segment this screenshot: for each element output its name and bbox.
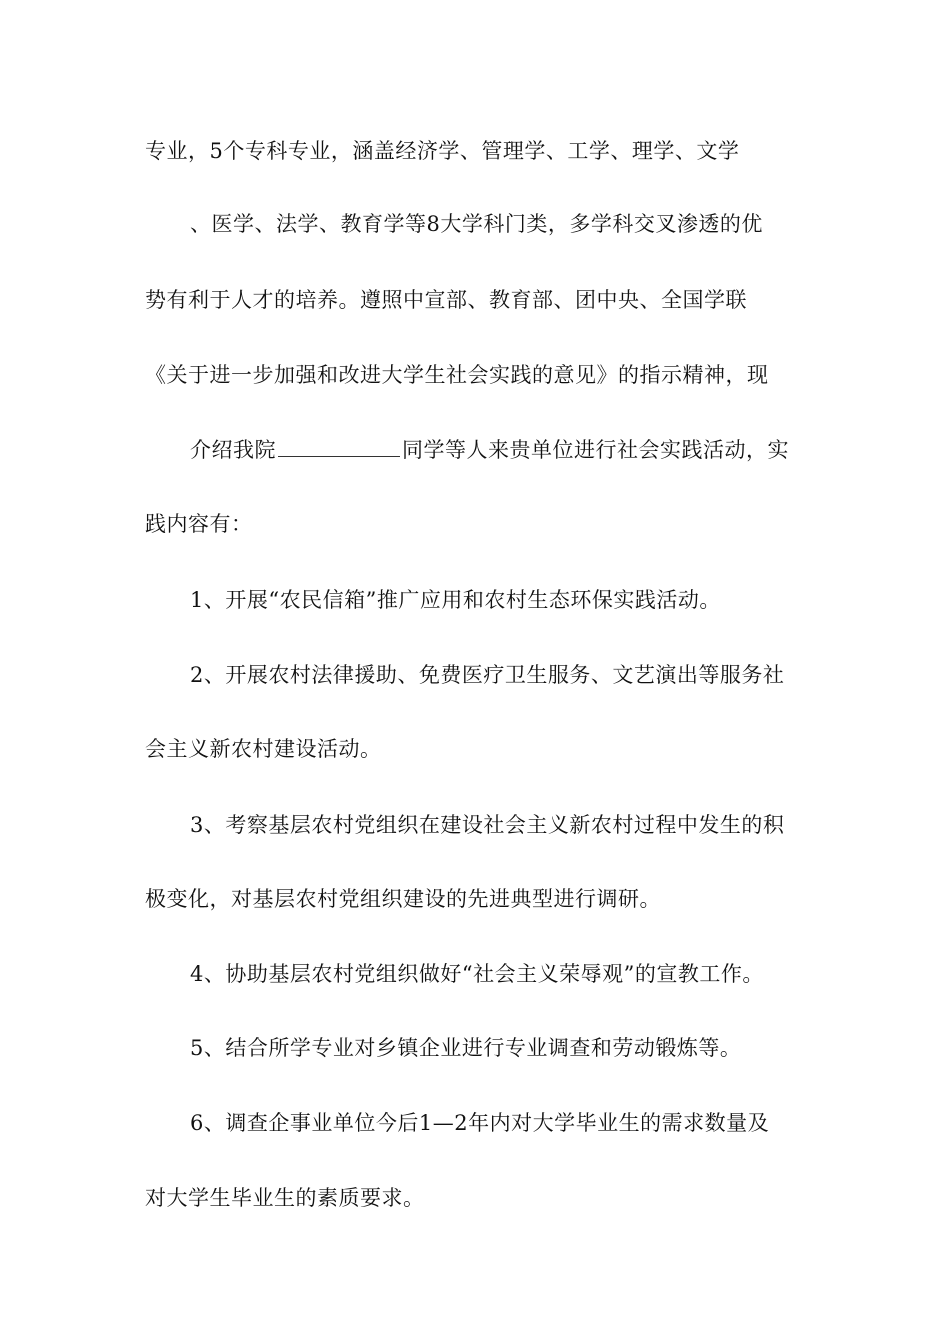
text-fragment: 介绍我院 — [190, 438, 276, 462]
list-item: 6、调查企事业单位今后1—2年内对大学毕业生的需求数量及 — [190, 1111, 770, 1135]
text-line: 势有利于人才的培养。遵照中宣部、教育部、团中央、全国学联 — [145, 288, 747, 312]
text-line: 、医学、法学、教育学等8大学科门类，多学科交叉渗透的优 — [190, 212, 763, 236]
text-line: 极变化，对基层农村党组织建设的先进典型进行调研。 — [145, 887, 661, 911]
text-line: 会主义新农村建设活动。 — [145, 737, 382, 761]
list-item: 3、考察基层农村党组织在建设社会主义新农村过程中发生的积 — [190, 813, 785, 837]
text-line: 专业，5个专科专业，涵盖经济学、管理学、工学、理学、文学 — [145, 139, 740, 163]
list-item: 1、开展“农民信箱”推广应用和农村生态环保实践活动。 — [190, 588, 721, 612]
fill-in-blank — [278, 438, 400, 457]
text-fragment: 同学等人来贵单位进行社会实践活动，实 — [402, 438, 789, 462]
text-line: 践内容有： — [145, 512, 253, 536]
text-line: 对大学生毕业生的素质要求。 — [145, 1186, 425, 1210]
list-item: 4、协助基层农村党组织做好“社会主义荣辱观”的宣教工作。 — [190, 962, 764, 986]
list-item: 2、开展农村法律援助、免费医疗卫生服务、文艺演出等服务社 — [190, 663, 785, 687]
text-line: 《关于进一步加强和改进大学生社会实践的意见》的指示精神，现 — [145, 363, 769, 387]
list-item: 5、结合所学专业对乡镇企业进行专业调查和劳动锻炼等。 — [190, 1036, 742, 1060]
text-line-with-blank — [190, 435, 870, 465]
